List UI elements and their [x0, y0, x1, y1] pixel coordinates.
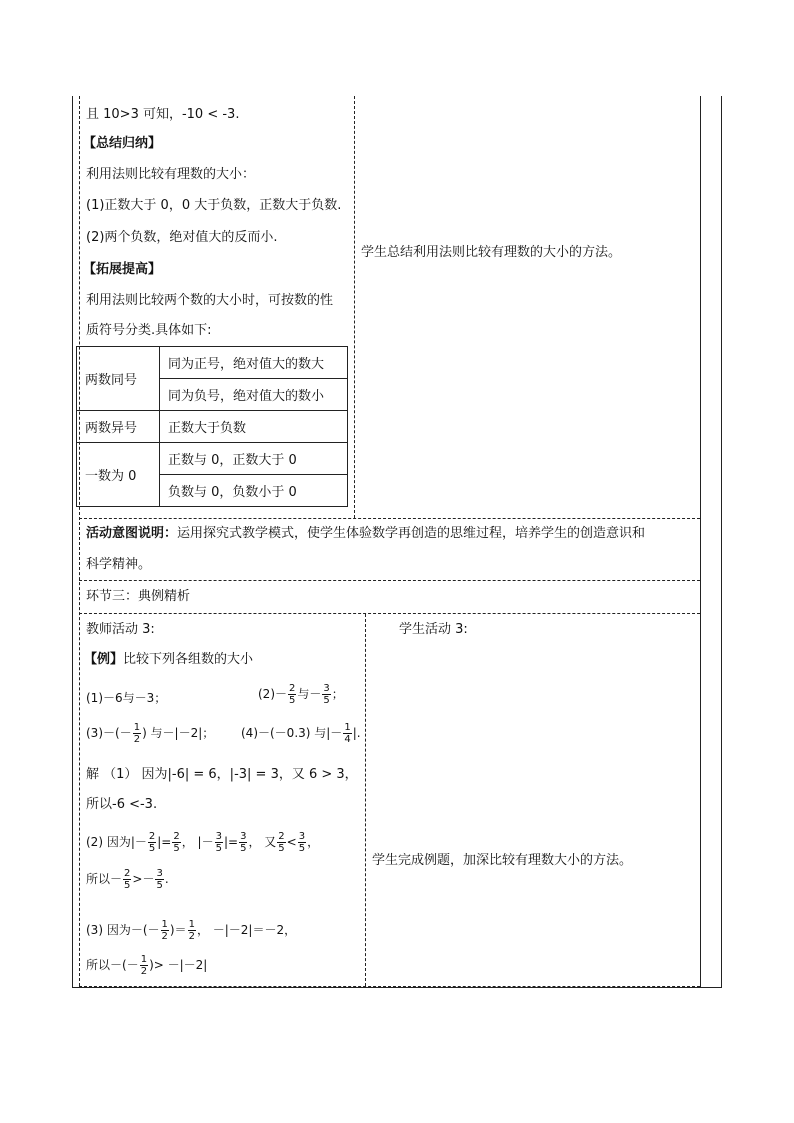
frac-den: 5	[323, 695, 330, 706]
fraction-three-fifths	[155, 868, 163, 891]
frac-den: 5	[215, 843, 222, 854]
frac-num: 1	[344, 722, 351, 733]
sol2-prefix: (2) 因为|－	[86, 835, 147, 849]
table-row	[77, 347, 348, 379]
fraction-two-fifths	[123, 868, 131, 891]
q3-mid: ) 与－|－2|；	[142, 726, 215, 740]
frac-num: 1	[133, 722, 141, 733]
group3-a: 正数与 0，正数大于 0	[160, 443, 348, 475]
solution-2-line-a	[86, 829, 319, 855]
top-column-divider	[354, 96, 355, 518]
fraction-one-half	[161, 919, 169, 942]
teacher-heading: 教师活动 3:	[86, 622, 155, 637]
fraction-one-half	[140, 954, 148, 977]
sol2b-end: .	[164, 872, 169, 886]
frac-den: 5	[289, 695, 296, 706]
frac-den: 5	[156, 880, 163, 891]
example-title-line	[84, 652, 253, 668]
frac-num: 2	[289, 683, 296, 694]
frac-num: 3	[156, 868, 163, 879]
frac-den: 5	[298, 843, 306, 854]
frac-den: 2	[140, 966, 148, 977]
table-row	[77, 443, 348, 475]
section3-title: 环节三：典例精析	[86, 589, 191, 604]
frac-num: 3	[298, 831, 306, 842]
left-dash-border	[79, 96, 80, 986]
inner-right-border	[700, 96, 701, 988]
group2-a: 正数大于负数	[160, 411, 348, 443]
fraction-two-fifths	[277, 831, 285, 854]
frac-num: 3	[215, 831, 222, 842]
frac-den: 5	[173, 843, 180, 854]
fraction-one-half	[188, 919, 196, 942]
example-tag: 【例】	[84, 652, 124, 667]
frac-num: 2	[278, 831, 285, 842]
group1-a: 同为正号，绝对值大的数大	[160, 347, 348, 379]
sol2-end: ，	[307, 835, 320, 849]
extend-heading: 【拓展提高】	[83, 262, 162, 277]
group2-label: 两数异号	[77, 411, 160, 443]
solution-3-line-a	[86, 917, 296, 943]
question-2	[258, 681, 344, 707]
frac-num: 2	[148, 831, 156, 842]
outer-right-border	[721, 96, 722, 988]
sol2-eq: |=	[157, 835, 172, 849]
intent-line-1	[86, 526, 645, 542]
outer-left-border	[72, 96, 73, 988]
student-summary-text: 学生总结利用法则比较有理数的大小的方法。	[361, 245, 622, 260]
rule-2: (2)两个负数，绝对值大的反而小.	[86, 230, 278, 245]
intent-text-1: 运用探究式教学模式，使学生体验数学再创造的思维过程，培养学生的创造意识和	[177, 526, 646, 541]
sol3b-prefix: 所以－(－	[86, 958, 139, 972]
frac-den: 5	[148, 843, 156, 854]
extend-text-2: 质符号分类.具体如下:	[86, 323, 212, 338]
example-title: 比较下列各组数的大小	[123, 652, 254, 667]
frac-num: 1	[188, 919, 195, 930]
frac-num: 3	[323, 683, 330, 694]
solution-2-line-b	[86, 866, 169, 892]
fraction-three-fifths	[322, 683, 330, 706]
sol2b-prefix: 所以－	[86, 872, 123, 886]
sol2-mid: ， |－	[181, 835, 214, 849]
sol3-eq: )＝	[169, 923, 187, 937]
sign-classification-table	[76, 346, 348, 507]
divider-after-top-section	[79, 518, 700, 519]
question-1: (1)－6与－3；	[86, 691, 167, 705]
fraction-three-fifths	[215, 831, 223, 854]
rule-1: (1)正数大于 0，0 大于负数，正数大于负数.	[86, 198, 342, 213]
comparison-conclusion: 且 10>3 可知，-10 < -3.	[86, 107, 240, 122]
group1-b: 同为负号，绝对值大的数小	[160, 379, 348, 411]
sol3-mid: ， －|－2|＝－2，	[196, 923, 297, 937]
sol3-prefix: (3) 因为－(－	[86, 923, 160, 937]
frac-num: 2	[124, 868, 131, 879]
fraction-three-fifths	[298, 831, 306, 854]
frac-num: 2	[173, 831, 180, 842]
divider-after-intent	[79, 580, 700, 581]
question-3	[86, 720, 214, 746]
bottom-dash-border	[79, 986, 700, 987]
frac-den: 5	[124, 880, 131, 891]
sol2-tail: ， 又	[248, 835, 277, 849]
question-4	[241, 720, 361, 746]
fraction-two-fifths	[148, 831, 156, 854]
frac-den: 2	[161, 931, 168, 942]
fraction-one-half	[133, 722, 141, 745]
fraction-two-fifths	[172, 831, 180, 854]
sol2-eq2: |=	[223, 835, 239, 849]
solution-1-line-b: 所以-6 <-3.	[86, 797, 158, 812]
sol2-lt: <	[286, 835, 297, 849]
q3-prefix: (3)－(－	[86, 726, 132, 740]
group3-label: 一数为 0	[77, 443, 160, 507]
fraction-three-fifths	[239, 831, 247, 854]
frac-den: 4	[344, 734, 351, 745]
q4-end: |.	[352, 726, 361, 740]
sol2b-gt: >－	[132, 872, 155, 886]
frac-num: 3	[240, 831, 247, 842]
student-heading: 学生活动 3:	[399, 622, 468, 637]
fraction-two-fifths	[288, 683, 296, 706]
solution-1-line-a: 解 （1） 因为|-6| = 6，|-3| = 3，又 6 > 3，	[86, 767, 358, 782]
q2-end: ；	[331, 687, 344, 701]
intent-label: 活动意图说明：	[86, 526, 178, 541]
frac-den: 2	[133, 734, 141, 745]
sol3b-end: )> －|－2|	[149, 958, 208, 972]
fraction-one-quarter	[343, 722, 351, 745]
student-complete-text: 学生完成例题，加深比较有理数大小的方法。	[372, 853, 633, 868]
q2-prefix: (2)－	[258, 687, 287, 701]
divider-after-section3	[79, 613, 700, 614]
solution-3-line-b	[86, 952, 207, 978]
q4-prefix: (4)－(－0.3) 与|－	[241, 726, 343, 740]
frac-den: 2	[188, 931, 195, 942]
frac-den: 5	[240, 843, 247, 854]
intent-line-2: 科学精神。	[86, 557, 152, 572]
extend-text-1: 利用法则比较两个数的大小时，可按数的性	[86, 293, 334, 308]
summary-heading: 【总结归纳】	[83, 136, 162, 151]
group3-b: 负数与 0，负数小于 0	[160, 475, 348, 507]
summary-intro: 利用法则比较有理数的大小：	[86, 167, 256, 182]
group1-label: 两数同号	[77, 347, 160, 411]
outer-bottom-border	[72, 987, 722, 988]
bottom-column-divider	[365, 614, 366, 986]
q2-mid: 与－	[297, 687, 322, 701]
table-row	[77, 411, 348, 443]
frac-den: 5	[278, 843, 285, 854]
frac-num: 1	[140, 954, 148, 965]
frac-num: 1	[161, 919, 168, 930]
